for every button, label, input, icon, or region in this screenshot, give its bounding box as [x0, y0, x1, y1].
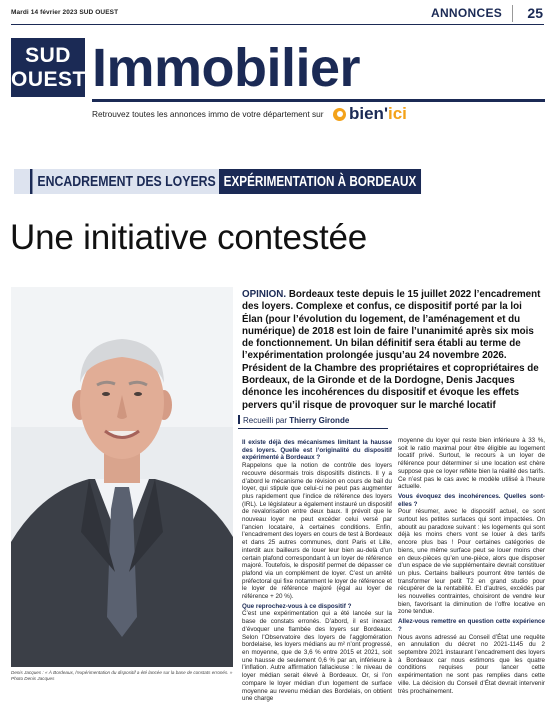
- portrait-illustration: [11, 287, 233, 667]
- title-underline: [92, 99, 545, 102]
- byline-prefix: Recueilli par: [243, 416, 288, 425]
- body-column-right: [398, 437, 545, 695]
- lead-kicker: OPINION.: [242, 289, 287, 300]
- photo-caption: Denis Jacques : « À Bordeaux, l’expérimentation du dispositif a été lancée sur la base de constats erronés. » Photo Denis Jacques: [11, 670, 233, 681]
- section-label: ANNONCES: [431, 6, 503, 20]
- page-dateline: Mardi 14 février 2023 SUD OUEST: [11, 9, 119, 16]
- article-lead: [242, 289, 544, 412]
- portrait-photo: [11, 287, 233, 667]
- interview-question: Il existe déjà des mécanismes limitant la hausse des loyers. Quelle est l’originalité du dispositif expérimenté à Bordeaux ?: [242, 439, 392, 462]
- byline-marker: [238, 415, 240, 424]
- logo-line-1: SUD: [25, 44, 71, 67]
- masthead-tagline: Retrouvez toutes les annonces immo de votre département sur: [92, 109, 324, 119]
- page-number: 25: [512, 5, 543, 22]
- supplement-title: Immobilier: [92, 38, 361, 98]
- body-paragraph: Rappelons que la notion de contrôle des loyers recouvre désormais trois dispositifs distincts. Il y a d’abord le mécanisme de révision en cours de bail du loyer, qui stipule que celui-ci ne peut pas augmenter plus rapidement que l’indice de référence des loyers (IRL). Le législateur a également instauré un dispositif de revalorisation entre deux baux. Il prévoit que le nouveau loyer ne peut excéder celui versé par l’ancien locataire, à certaines conditions. Enfin, l’encadrement des loyers en cours de test à Bordeaux et dans 25 autres communes, dont Paris et Lille, interdit aux bailleurs de louer leur bien au-delà d’un certain plafond correspondant à un loyer de référence majoré. Toutefois, le dispositif permet de dépasser ce plafond via un complément de loyer. C’est un arrêté préfectoral qui fixe notamment le loyer de référence et le loyer de référence majoré (égal au loyer de référence + 20 %).: [242, 462, 392, 601]
- body-paragraph: moyenne du loyer qui reste bien inférieure à 33 %, soit le ratio maximal pour être éligible au logement locatif privé. Surtout, le recours à un loyer de référence pour déterminer si une location est chère suppose que ce loyer reflète bien la réalité des tarifs. Ce n’est pas le cas avec le modèle utilisé à l’heure actuelle.: [398, 437, 545, 491]
- article-headline: Une initiative contestée: [10, 218, 368, 257]
- newspaper-logo: [11, 38, 85, 97]
- byline-rule: [238, 428, 388, 429]
- partner-name-accent: ici: [388, 104, 407, 123]
- rubric-topic: ENCADREMENT DES LOYERS: [30, 169, 216, 194]
- body-paragraph: Pour résumer, avec le dispositif actuel, ce sont surtout les petites surfaces qui sont impactées. On aboutit au paradoxe suivant : les logements qui sont déjà les moins chers vont se louer à des tarifs encore plus bas ! Pour certaines catégories de biens, une même surface peut se louer moins cher en deux-pièces qu’en une-pièce, alors que disposer d’un espace de vie supplémentaire devrait constituer un plus. Certains bailleurs pourront être tentés de transformer leur petit T2 en grand studio pour récupérer de la rentabilité. Et d’autres, excédés par les nouvelles contraintes, choisiront de vendre leur bien, favorisant la diminution de l’offre locative en zone tendue.: [398, 508, 545, 616]
- interview-question: Allez-vous remettre en question cette expérience ?: [398, 618, 545, 633]
- top-rule: [11, 24, 544, 25]
- body-paragraph: C’est une expérimentation qui a été lancée sur la base de constats erronés. D’abord, il est inexact d’évoquer une flambée des loyers sur Bordeaux. Selon l’Observatoire des loyers de l’agglomération bordelaise, les loyers médians au m² n’ont progressé, en moyenne, que de 3,6 % entre 2015 et 2021, soit une hausse de seulement 0,6 % par an, inférieure à l’inflation. Autre affirmation fallacieuse : le niveau de loyer médian serait élevé à Bordeaux. Or, si l’on compare le loyer médian d’un logement de surface moyenne au revenu médian des Bordelais, on obtient une charge: [242, 610, 392, 703]
- lead-text: Bordeaux teste depuis le 15 juillet 2022 l’encadrement des loyers. Complexe et confus, ce dispositif porté par la loi Élan (pour l’évolution du logement, de l’aménagement et du numérique) de 2018 est loin de faire l’unanimité après six mois de fonctionnement. Un bilan définitif sera établi au terme de l’expérimentation prolongée jusqu’au 24 novembre 2026. Président de la Chambre des propriétaires et copropriétaires de Bordeaux, de la Gironde et de la Dordogne, Denis Jacques dénonce les incohérences du dispositif et évoque les effets pervers qu’il risque de provoquer sur le marché locatif: [242, 289, 541, 411]
- partner-name-main: bien': [349, 104, 388, 123]
- body-column-left: [242, 437, 392, 703]
- interview-question: Vous évoquez des incohérences. Quelles sont-elles ?: [398, 492, 545, 508]
- partner-logo[interactable]: [333, 102, 407, 126]
- rubric-subtopic: EXPÉRIMENTATION À BORDEAUX: [219, 169, 421, 194]
- byline-author: Thierry Gironde: [289, 416, 350, 425]
- byline: [238, 415, 349, 425]
- location-pin-icon: [333, 108, 346, 121]
- body-paragraph: Nous avons adressé au Conseil d’État une requête en annulation du décret no 2021-1145 du 2 septembre 2021 instaurant l’encadrement des loyers à Bordeaux car nous estimons que les quatre conditions requises pour lancer cette expérimentation ne sont pas remplies dans cette ville. La décision du Conseil d’État devrait intervenir très prochainement.: [398, 633, 545, 695]
- interview-question: Que reprochez-vous à ce dispositif ?: [242, 602, 352, 610]
- partner-name: [349, 104, 407, 124]
- logo-line-2: OUEST: [11, 68, 86, 91]
